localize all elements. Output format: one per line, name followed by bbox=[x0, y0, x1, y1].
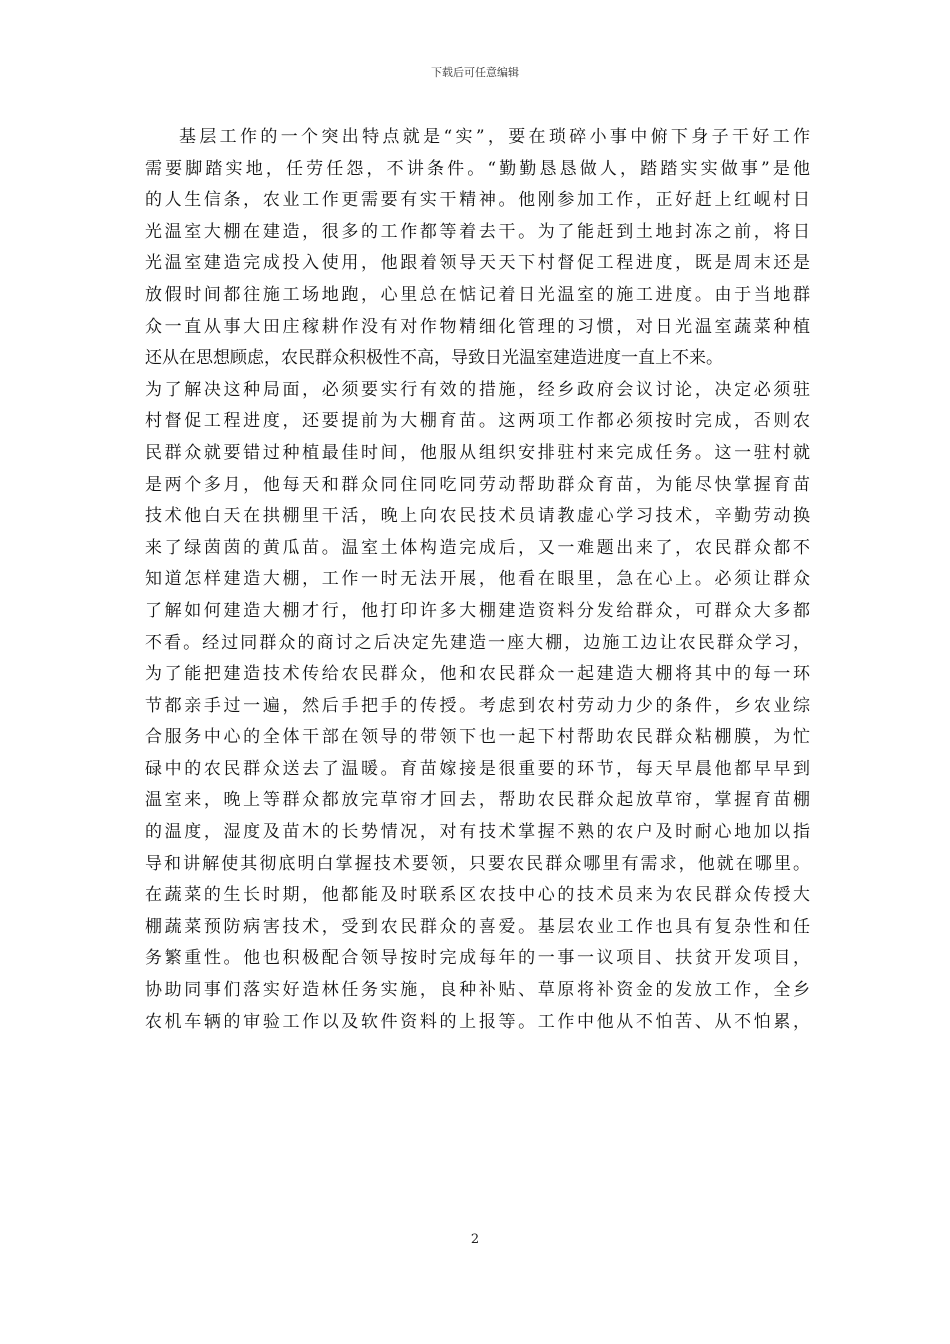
text-line: 众一直从事大田庄稼耕作没有对作物精细化管理的习惯，对日光温室蔬菜种植 bbox=[145, 316, 810, 337]
text-line: 为了解决这种局面，必须要实行有效的措施，经乡政府会议讨论，决定必须驻 bbox=[145, 379, 810, 400]
text-line: 了解如何建造大棚才行，他打印许多大棚建造资料分发给群众，可群众大多都 bbox=[145, 600, 810, 621]
text-line: 放假时间都往施工场地跑，心里总在惦记着日光温室的施工进度。由于当地群 bbox=[145, 284, 810, 305]
text-line: 基层工作的一个突出特点就是“实”，要在琐碎小事中俯下身子干好工作 bbox=[179, 127, 810, 147]
text-line: 光温室建造完成投入使用，他跟着领导天天下村督促工程进度，既是周末还是 bbox=[145, 253, 810, 274]
text-line: 碌中的农民群众送去了温暖。育苗嫁接是很重要的环节，每天早晨他都早早到 bbox=[145, 758, 810, 779]
text-line: 棚蔬菜预防病害技术，受到农民群众的喜爱。基层农业工作也具有复杂性和任 bbox=[145, 916, 810, 937]
page-header: 下载后可任意编辑 bbox=[431, 66, 519, 79]
text-line: 村督促工程进度，还要提前为大棚育苗。这两项工作都必须按时完成，否则农 bbox=[145, 411, 810, 432]
body-paragraph bbox=[145, 122, 810, 1038]
text-line: 务繁重性。他也积极配合领导按时完成每年的一事一议项目、扶贫开发项目， bbox=[145, 948, 810, 969]
text-line: 需要脚踏实地，任劳任怨，不讲条件。“勤勤恳恳做人，踏踏实实做事”是他 bbox=[145, 158, 810, 179]
text-line: 民群众就要错过种植最佳时间，他服从组织安排驻村来完成任务。这一驻村就 bbox=[145, 442, 810, 463]
text-line: 知道怎样建造大棚，工作一时无法开展，他看在眼里，急在心上。必须让群众 bbox=[145, 569, 810, 590]
text-line: 协助同事们落实好造林任务实施，良种补贴、草原将补资金的发放工作，全乡 bbox=[145, 980, 810, 1001]
text-line: 来了绿茵茵的黄瓜苗。温室土体构造完成后，又一难题出来了，农民群众都不 bbox=[145, 537, 810, 558]
text-line: 是两个多月，他每天和群众同住同吃同劳动帮助群众育苗，为能尽快掌握育苗 bbox=[145, 474, 810, 495]
text-line: 节都亲手过一遍，然后手把手的传授。考虑到农村劳动力少的条件，乡农业综 bbox=[145, 695, 810, 716]
text-line: 农机车辆的审验工作以及软件资料的上报等。工作中他从不怕苦、从不怕累， bbox=[145, 1011, 810, 1032]
text-line: 还从在思想顾虑，农民群众积极性不高，导致日光温室建造进度一直上不来。 bbox=[145, 348, 723, 369]
text-line: 导和讲解使其彻底明白掌握技术要领，只要农民群众哪里有需求，他就在哪里。 bbox=[145, 853, 810, 874]
text-line: 在蔬菜的生长时期，他都能及时联系区农技中心的技术员来为农民群众传授大 bbox=[145, 885, 810, 906]
text-line: 不看。经过同群众的商讨之后决定先建造一座大棚，边施工边让农民群众学习， bbox=[145, 632, 810, 653]
text-line: 的人生信条，农业工作更需要有实干精神。他刚参加工作，正好赶上红岘村日 bbox=[145, 190, 810, 211]
text-line: 合服务中心的全体干部在领导的带领下也一起下村帮助农民群众粘棚膜，为忙 bbox=[145, 727, 810, 748]
page-number: 2 bbox=[470, 1232, 480, 1247]
text-line: 的温度，湿度及苗木的长势情况，对有技术掌握不熟的农户及时耐心地加以指 bbox=[145, 822, 810, 843]
text-line: 技术他白天在拱棚里干活，晚上向农民技术员请教虚心学习技术，辛勤劳动换 bbox=[145, 506, 810, 527]
text-line: 光温室大棚在建造，很多的工作都等着去干。为了能赶到土地封冻之前，将日 bbox=[145, 221, 810, 242]
text-line: 为了能把建造技术传给农民群众，他和农民群众一起建造大棚将其中的每一环 bbox=[145, 664, 810, 685]
text-line: 温室来，晚上等群众都放完草帘才回去，帮助农民群众起放草帘，掌握育苗棚 bbox=[145, 790, 810, 811]
